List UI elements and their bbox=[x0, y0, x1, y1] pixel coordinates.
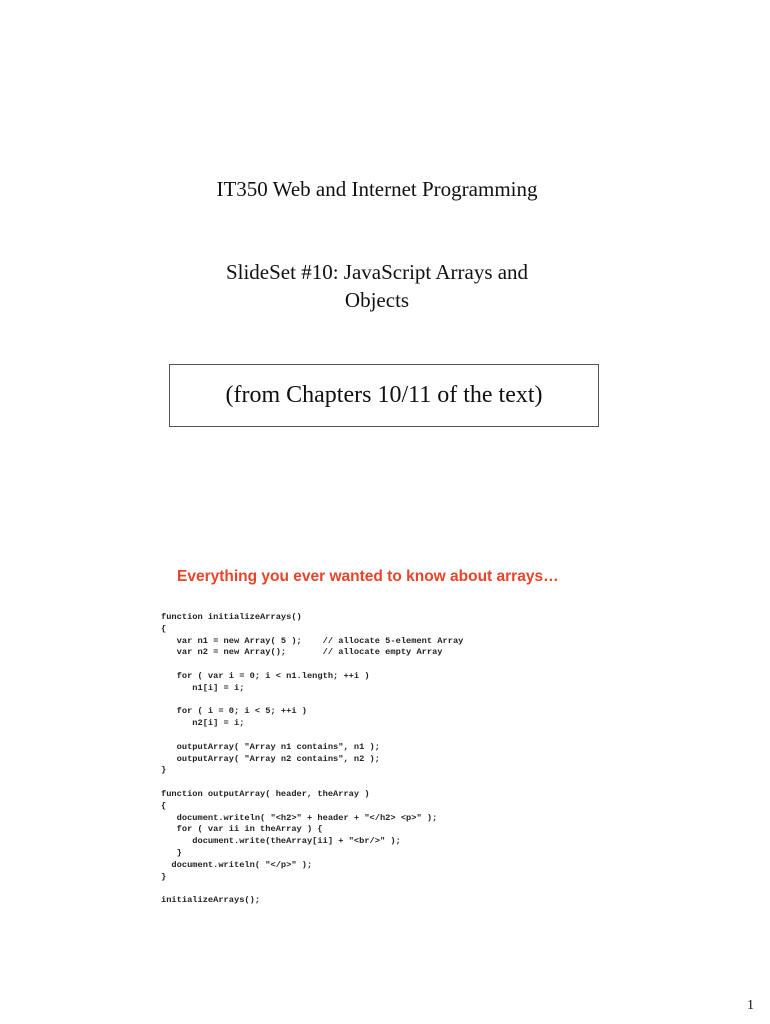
code-line: { bbox=[161, 623, 167, 634]
code-line: n2[i] = i; bbox=[161, 718, 245, 729]
code-line: { bbox=[161, 800, 167, 811]
arrays-slide-title: Everything you ever wanted to know about arrays… bbox=[177, 568, 559, 585]
code-listing bbox=[161, 612, 463, 907]
code-line: function outputArray( header, theArray ) bbox=[161, 788, 370, 799]
code-line: var n2 = new Array(); // allocate empty Array bbox=[161, 647, 443, 658]
code-line: for ( i = 0; i < 5; ++i ) bbox=[161, 706, 307, 717]
course-title: IT350 Web and Internet Programming bbox=[216, 177, 538, 201]
code-line: initializeArrays(); bbox=[161, 895, 261, 906]
code-line: } bbox=[161, 871, 167, 882]
code-line: document.writeln( "<h2>" + header + "</h2> <p>" ); bbox=[161, 812, 438, 823]
code-line: document.writeln( "</p>" ); bbox=[161, 859, 313, 870]
chapter-reference-text: (from Chapters 10/11 of the text) bbox=[225, 382, 543, 408]
code-line bbox=[161, 730, 463, 742]
page-number: 1 bbox=[747, 998, 754, 1013]
code-line bbox=[161, 659, 463, 671]
code-line: } bbox=[161, 765, 167, 776]
slideset-title-line-1: SlideSet #10: JavaScript Arrays and bbox=[225, 260, 529, 284]
code-line: for ( var i = 0; i < n1.length; ++i ) bbox=[161, 670, 370, 681]
code-line bbox=[161, 695, 463, 707]
code-line bbox=[161, 777, 463, 789]
chapter-reference-box bbox=[169, 364, 599, 427]
code-line: outputArray( "Array n2 contains", n2 ); bbox=[161, 753, 380, 764]
code-line: n1[i] = i; bbox=[161, 682, 245, 693]
code-line: var n1 = new Array( 5 ); // allocate 5-element Array bbox=[161, 635, 464, 646]
code-line: } bbox=[161, 847, 182, 858]
code-line bbox=[161, 883, 463, 895]
code-line: for ( var ii in theArray ) { bbox=[161, 824, 323, 835]
code-line: document.write(theArray[ii] + "<br/>" ); bbox=[161, 836, 401, 847]
slideset-title-line-2: Objects bbox=[344, 288, 410, 312]
code-line: outputArray( "Array n1 contains", n1 ); bbox=[161, 741, 380, 752]
slideset-title bbox=[0, 258, 754, 314]
code-line: function initializeArrays() bbox=[161, 612, 302, 622]
